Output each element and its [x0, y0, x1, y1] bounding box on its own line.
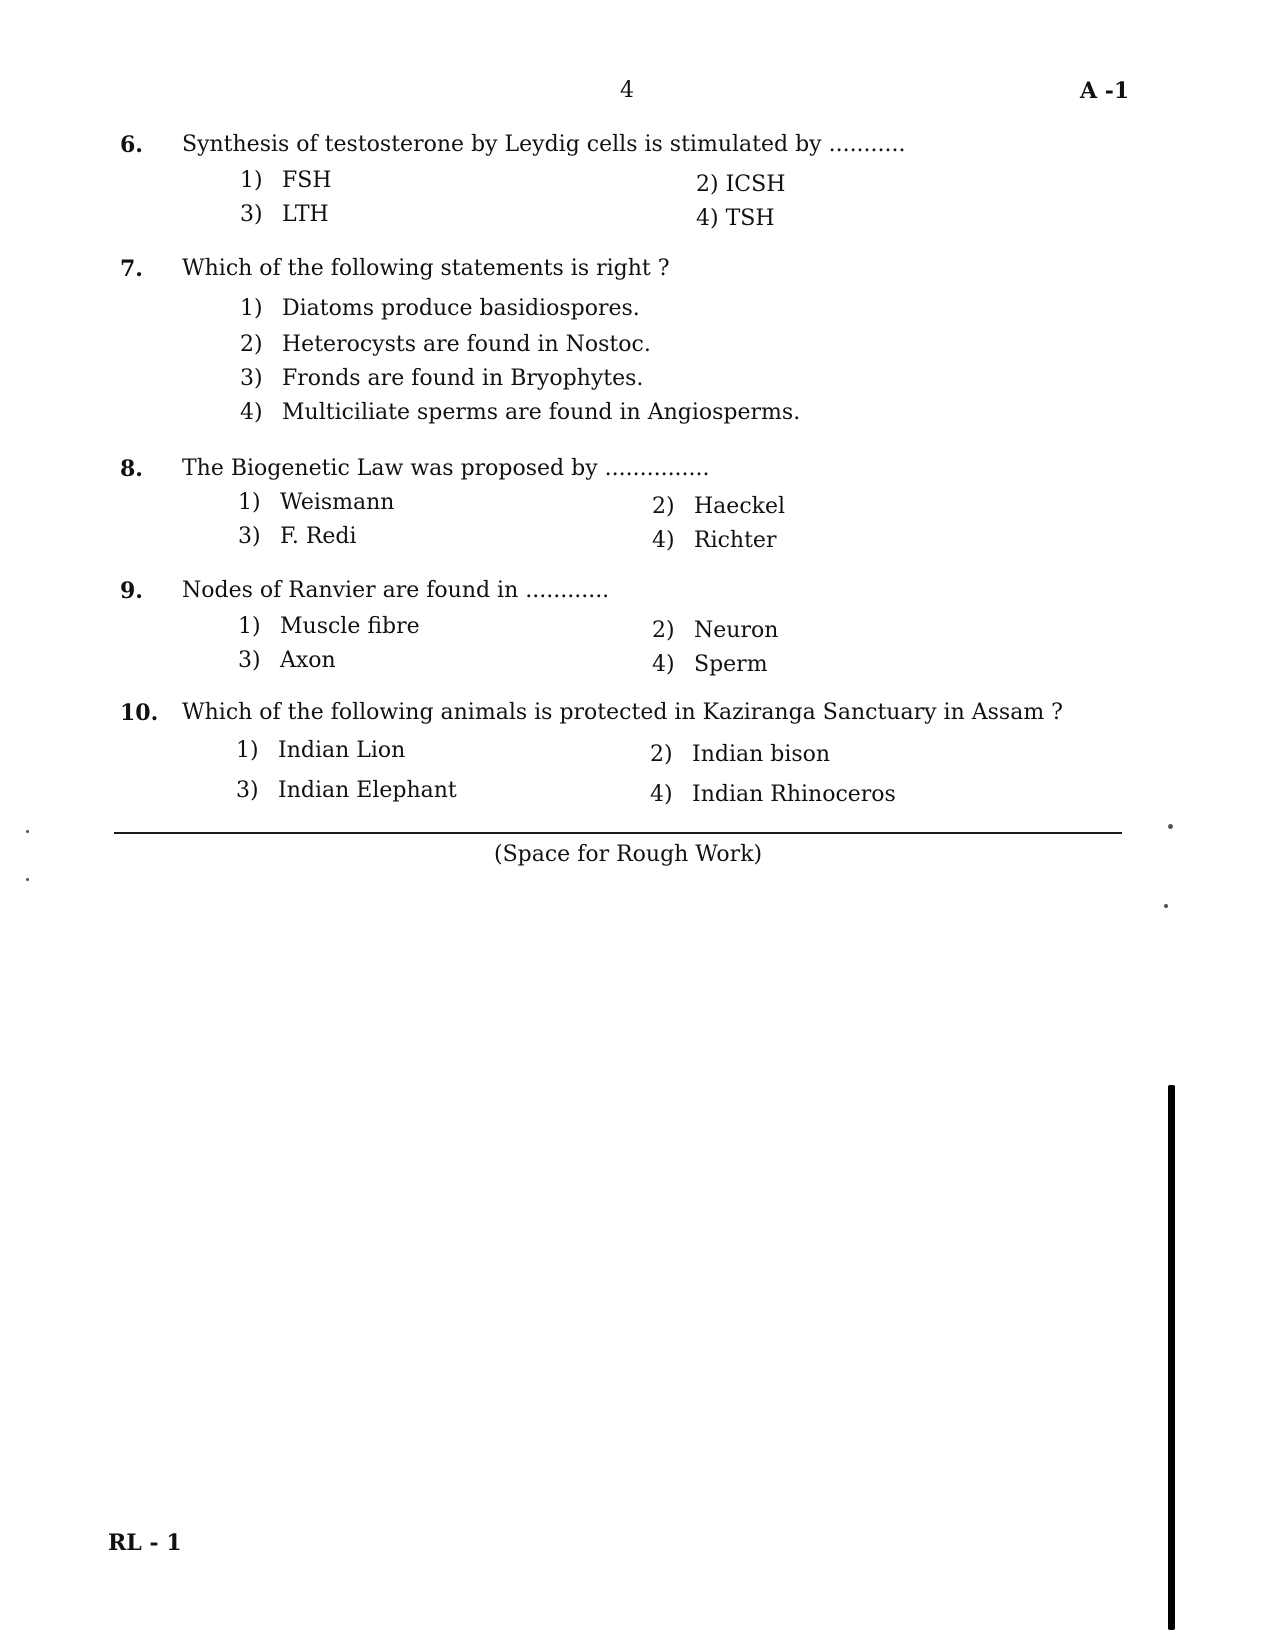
option-number: 3) — [240, 202, 263, 227]
option — [650, 782, 896, 807]
option-text: ICSH — [725, 172, 786, 197]
scan-speck — [26, 830, 29, 833]
option — [240, 168, 332, 193]
option-text: LTH — [282, 202, 329, 227]
option — [240, 366, 643, 391]
option — [240, 400, 800, 425]
question-text: Which of the following statements is right ? — [182, 256, 670, 281]
option-text: Axon — [280, 648, 336, 673]
option — [652, 652, 768, 677]
option-number: 1) — [236, 738, 259, 763]
question-number: 9. — [120, 578, 143, 604]
option-text: Indian Lion — [278, 738, 406, 763]
option — [240, 202, 329, 227]
option-number: 3) — [236, 778, 259, 803]
option-number: 3) — [238, 648, 261, 673]
option-text: Heterocysts are found in Nostoc. — [282, 332, 651, 357]
option — [652, 618, 778, 643]
option-number: 2) — [240, 332, 263, 357]
scan-speck — [1164, 904, 1168, 908]
option-text: Indian Rhinoceros — [692, 782, 896, 807]
question-number: 8. — [120, 456, 143, 482]
option-text: TSH — [725, 206, 775, 231]
scan-edge-bar — [1168, 1085, 1175, 1630]
option-text: Muscle fibre — [280, 614, 420, 639]
option — [652, 494, 785, 519]
option — [238, 490, 394, 515]
option — [236, 778, 457, 803]
option — [238, 648, 336, 673]
option-number: 4) — [650, 782, 673, 807]
option-number: 3) — [240, 366, 263, 391]
option-number: 2) — [652, 618, 675, 643]
option — [696, 172, 785, 197]
option-text: Richter — [694, 528, 777, 553]
option — [236, 738, 405, 763]
page-number: 4 — [620, 78, 634, 103]
option-text: Haeckel — [694, 494, 786, 519]
scan-speck — [1168, 824, 1173, 829]
footer-code: RL - 1 — [108, 1530, 182, 1556]
option-number: 4) — [652, 528, 675, 553]
option-number: 4) — [652, 652, 675, 677]
option — [238, 614, 420, 639]
paper-code: A -1 — [1080, 78, 1130, 104]
option — [240, 296, 640, 321]
option — [650, 742, 830, 767]
option-number: 1) — [238, 614, 261, 639]
option-number: 1) — [238, 490, 261, 515]
option-number: 2) — [652, 494, 675, 519]
option-text: Diatoms produce basidiospores. — [282, 296, 640, 321]
question-number: 10. — [120, 700, 159, 726]
option — [652, 528, 776, 553]
option-number: 4) — [696, 206, 719, 231]
rough-work-label: (Space for Rough Work) — [494, 842, 763, 867]
option-number: 3) — [238, 524, 261, 549]
option-text: Multiciliate sperms are found in Angiosperms. — [282, 400, 801, 425]
option-text: Indian Elephant — [278, 778, 457, 803]
option-number: 1) — [240, 168, 263, 193]
option-number: 2) — [696, 172, 719, 197]
question-text: Which of the following animals is protected in Kaziranga Sanctuary in Assam ? — [182, 700, 1063, 725]
option-number: 4) — [240, 400, 263, 425]
option — [696, 206, 775, 231]
option-text: Indian bison — [692, 742, 831, 767]
question-number: 7. — [120, 256, 143, 282]
option-text: Weismann — [280, 490, 395, 515]
option — [240, 332, 651, 357]
option-number: 2) — [650, 742, 673, 767]
question-text: Synthesis of testosterone by Leydig cells is stimulated by ........... — [182, 132, 906, 157]
option-text: Fronds are found in Bryophytes. — [282, 366, 644, 391]
question-text: The Biogenetic Law was proposed by ............... — [182, 456, 710, 481]
option-text: Sperm — [694, 652, 768, 677]
option-text: Neuron — [694, 618, 779, 643]
rough-work-divider — [114, 832, 1122, 834]
question-text: Nodes of Ranvier are found in ............ — [182, 578, 610, 603]
question-number: 6. — [120, 132, 143, 158]
scan-speck — [26, 878, 29, 881]
option-text: FSH — [282, 168, 332, 193]
option-number: 1) — [240, 296, 263, 321]
option — [238, 524, 357, 549]
option-text: F. Redi — [280, 524, 357, 549]
